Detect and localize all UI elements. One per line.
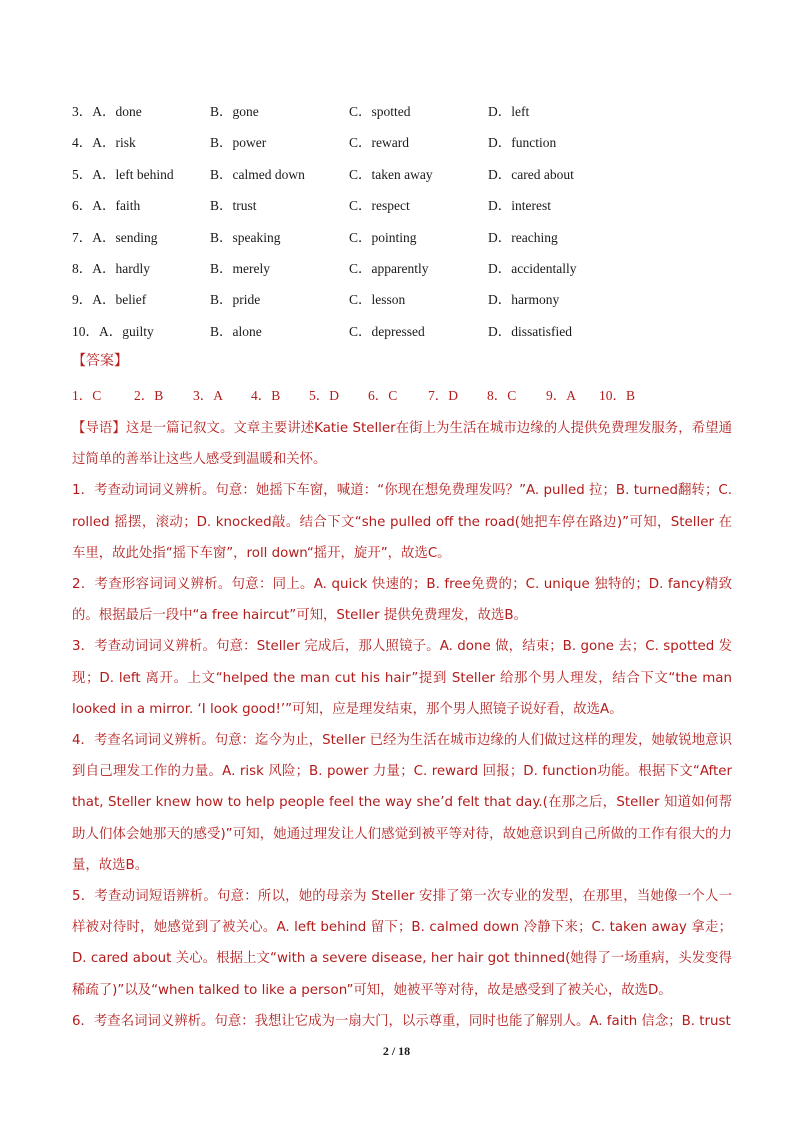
option-d: D．left <box>488 104 530 119</box>
page-number: 2 / 18 <box>382 1044 411 1058</box>
option-a <box>72 163 174 187</box>
option-c: C．lesson <box>349 292 406 308</box>
answer-item: 8．C <box>487 388 517 403</box>
question-number: 6． <box>72 198 93 214</box>
answer-item: 1．C <box>72 388 102 403</box>
answer-item: 2．B <box>134 388 164 403</box>
option-text: A．hardly <box>92 260 150 276</box>
question-number: 10． <box>72 323 99 339</box>
option-text: A．left behind <box>92 166 174 182</box>
option-d: D．function <box>488 135 557 151</box>
option-a <box>72 257 150 281</box>
option-b: B．trust <box>210 198 257 214</box>
answer-heading: 【答案】 <box>72 353 128 369</box>
option-list <box>72 100 732 351</box>
answer-item: 9．A <box>546 388 576 403</box>
question-number: 8． <box>72 260 93 276</box>
option-d: D．interest <box>488 198 551 214</box>
option-row <box>72 163 732 194</box>
option-row <box>72 288 732 319</box>
option-b: B．merely <box>210 260 270 276</box>
explanation-paragraph: 4．考查名词词义辨析。句意：迄今为止，Steller 已经为生活在城市边缘的人们做过这样的理发，她敏锐地意识到自己理发工作的力量。A. risk 风险；B. power 力量；C. reward 回报；D. function功能。根据下文“After that, Steller knew how to help people feel the way she’d felt that day.(在那之后，Steller 知道如何帮助人们体会她那天的感受)”可知，她通过理发让人们感觉到被平等对待，故她意识到自己所做的工作有很大的力量，故选B。 <box>72 733 732 873</box>
answer-item: 10．B <box>599 388 636 403</box>
option-row <box>72 257 732 288</box>
option-a <box>72 194 140 218</box>
option-row <box>72 194 732 225</box>
question-number: 5． <box>72 166 93 182</box>
option-b: B．calmed down <box>210 166 305 182</box>
option-d: D．accidentally <box>488 260 577 276</box>
option-c: C．pointing <box>349 229 417 245</box>
option-row <box>72 226 732 257</box>
option-text: A．risk <box>92 135 136 151</box>
option-b: B．gone <box>210 104 259 119</box>
explanation-paragraph: 2．考查形容词词义辨析。句意：同上。A. quick 快速的；B. free免费的；C. unique 独特的；D. fancy精致的。根据最后一段中“a free haircut”可知，Steller 提供免费理发，故选B。 <box>72 577 732 624</box>
option-a <box>72 100 142 124</box>
answer-item: 7．D <box>428 388 458 403</box>
option-d: D．harmony <box>488 292 560 308</box>
option-d: D．reaching <box>488 229 558 245</box>
option-text: A．belief <box>92 292 147 308</box>
option-c: C．apparently <box>349 260 429 276</box>
answer-item: 6．C <box>368 388 398 403</box>
option-text: A．sending <box>92 229 158 245</box>
question-number: 4． <box>72 135 93 151</box>
option-b: B．pride <box>210 292 261 308</box>
option-b: B．speaking <box>210 229 281 245</box>
option-text: A．faith <box>92 198 141 214</box>
answer-item: 5．D <box>309 388 339 403</box>
option-a <box>72 131 136 155</box>
explanation-paragraph: 3．考查动词词义辨析。句意：Steller 完成后，那人照镜子。A. done 做，结束；B. gone 去；C. spotted 发现；D. left 离开。上文“helped the man cut his hair”提到 Steller 给那个男人理发，结合下文“the man looked in a mirror. ‘I look good!’”可知，应是理发结束，那个男人照镜子说好看，故选A。 <box>72 639 732 717</box>
option-c: C．spotted <box>349 104 411 119</box>
option-a <box>72 320 154 344</box>
option-b: B．alone <box>210 323 262 339</box>
answer-item: 4．B <box>251 388 281 403</box>
option-c: C．respect <box>349 198 410 214</box>
intro-paragraph: 【导语】这是一篇记叙文。文章主要讲述Katie Steller在街上为生活在城市边缘的人提供免费理发服务，希望通过简单的善举让这些人感受到温暖和关怀。 <box>72 421 732 468</box>
question-number: 3． <box>72 104 93 119</box>
option-text: A．guilty <box>99 323 154 339</box>
option-a <box>72 226 158 250</box>
option-row <box>72 131 732 162</box>
explanation-paragraph: 1．考查动词词义辨析。句意：她摇下车窗，喊道：“你现在想免费理发吗？”A. pulled 拉；B. turned翻转；C. rolled 摇摆，滚动；D. knocked敲。结合下文“she pulled off the road(她把车停在路边)”可知，Steller 在车里，故此处指“摇下车窗”，roll down“摇开，旋开”，故选C。 <box>72 483 732 561</box>
option-c: C．taken away <box>349 166 433 182</box>
question-number: 7． <box>72 229 93 245</box>
answer-item: 3．A <box>193 388 223 403</box>
question-number: 9． <box>72 292 93 308</box>
option-c: C．reward <box>349 135 409 151</box>
explanation-paragraph: 5．考查动词短语辨析。句意：所以，她的母亲为 Steller 安排了第一次专业的发型，在那里，当她像一个人一样被对待时，她感觉到了被关心。A. left behind 留下；B. calmed down 冷静下来；C. taken away 拿走；D. cared about 关心。根据上文“with a severe disease, her hair got thinned(她得了一场重病，头发变得稀疏了)”以及“when talked to like a person”可知，她被平等对待，故是感受到了被关心，故选D。 <box>72 889 732 998</box>
option-row <box>72 320 732 351</box>
option-text: A．done <box>92 104 142 119</box>
option-a <box>72 288 146 312</box>
option-b: B．power <box>210 135 267 151</box>
analysis-section <box>72 413 732 1037</box>
explanation-paragraph: 6．考查名词词义辨析。句意：我想让它成为一扇大门，以示尊重，同时也能了解别人。A. faith 信念；B. trust <box>72 1013 731 1029</box>
option-d: D．cared about <box>488 166 574 182</box>
option-c: C．depressed <box>349 323 425 339</box>
option-d: D．dissatisfied <box>488 323 572 339</box>
option-row <box>72 100 732 131</box>
